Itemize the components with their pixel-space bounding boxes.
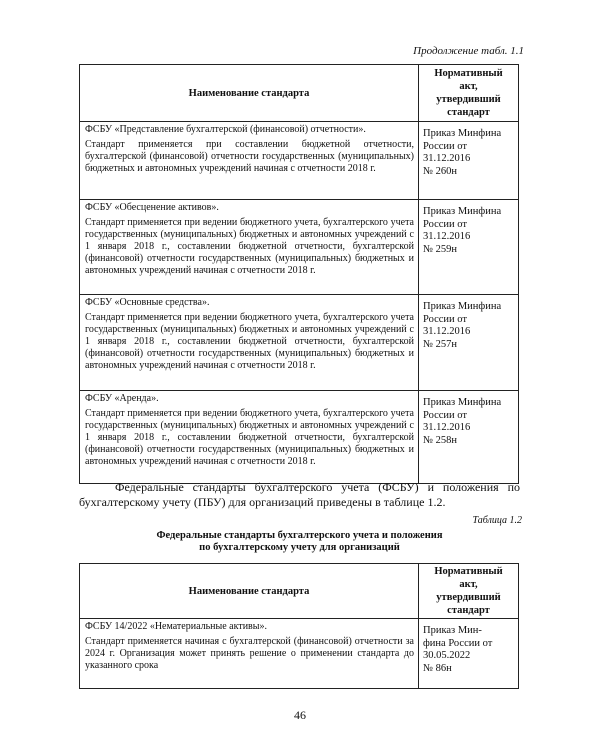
standard-text: Стандарт применяется при ведении бюджетного учета, бухгалтерского учета государственных (муниципальных) бюджетных и автономных учреждений с 1 января 2018 г., составлении бюджетной отчетности, бухгалтерской (финансовой) отчетности государственных (муниципальных) бюджетных и автономных учреждений начиная с отчетности 2018 г. — [85, 312, 414, 372]
header-normative-act — [419, 564, 519, 619]
table-row — [80, 619, 519, 689]
header-act-line: акт, — [459, 81, 478, 92]
table-title-line: по бухгалтерскому учету для организаций — [199, 542, 400, 553]
standard-text: Стандарт применяется при составлении бюджетной отчетности, бухгалтерской (финансовой) отчетности государственных (муниципальных) бюджетных и автономных учреждений начиная с отчетности 2018 г. — [85, 139, 414, 175]
header-act-line: утвердивший — [436, 94, 501, 105]
act-line: Приказ Минфина — [423, 128, 502, 139]
normative-act — [419, 200, 519, 295]
act-line: 31.12.2016 — [423, 422, 471, 433]
act-line: № 259н — [423, 243, 458, 255]
act-line: Приказ Минфина — [423, 397, 502, 408]
standard-description — [80, 295, 419, 391]
table-row — [80, 122, 519, 200]
header-act-line: стандарт — [447, 605, 490, 616]
table-header-row — [80, 65, 519, 122]
normative-act — [419, 122, 519, 200]
act-line: № 260н — [423, 165, 458, 177]
standard-title: ФСБУ «Обесценение активов». — [85, 202, 219, 213]
act-line: 30.05.2022 — [423, 650, 471, 661]
table-row — [80, 200, 519, 295]
act-line: № 86н — [423, 662, 452, 674]
act-line: № 258н — [423, 434, 458, 446]
header-act-line: стандарт — [447, 107, 490, 118]
standard-title: ФСБУ 14/2022 «Нематериальные активы». — [85, 621, 267, 632]
standard-description — [80, 391, 419, 484]
standard-text: Стандарт применяется при ведении бюджетного учета, бухгалтерского учета государственных (муниципальных) бюджетных и автономных учреждений с 1 января 2018 г., составлении бюджетной отчетности, бухгалтерской (финансовой) отчетности государственных (муниципальных) бюджетных и автономных учреждений начиная с отчетности 2018 г. — [85, 408, 414, 468]
act-line: России от — [423, 218, 467, 230]
standards-table-1-1 — [79, 64, 519, 484]
standard-description — [80, 619, 419, 689]
act-line: фина России от — [423, 637, 493, 649]
act-line: России от — [423, 313, 467, 325]
table-row — [80, 295, 519, 391]
normative-act — [419, 295, 519, 391]
act-line: 31.12.2016 — [423, 326, 471, 337]
act-line: России от — [423, 140, 467, 152]
standard-description — [80, 200, 419, 295]
header-normative-act — [419, 65, 519, 122]
standard-text: Стандарт применяется при ведении бюджетного учета, бухгалтерского учета государственных (муниципальных) бюджетных и автономных учреждений с 1 января 2018 г., составлении бюджетной отчетности, бухгалтерской (финансовой) отчетности государственных (муниципальных) бюджетных и автономных учреждений начиная с отчетности 2018 г. — [85, 217, 414, 277]
body-paragraph: Федеральные стандарты бухгалтерского учета (ФСБУ) и положения по бухгалтерскому учету (ПБУ) для организаций приведены в таблице 1.2. — [79, 480, 520, 509]
act-line: Приказ Минфина — [423, 206, 502, 217]
table-row — [80, 391, 519, 484]
standard-title: ФСБУ «Аренда». — [85, 393, 159, 404]
act-line: 31.12.2016 — [423, 231, 471, 242]
header-act-line: Нормативный — [434, 566, 503, 577]
table-label: Таблица 1.2 — [472, 515, 522, 526]
act-line: России от — [423, 409, 467, 421]
table-title-line: Федеральные стандарты бухгалтерского учета и положения — [156, 530, 443, 541]
standard-description — [80, 122, 419, 200]
normative-act — [419, 619, 519, 689]
header-act-line: акт, — [459, 579, 478, 590]
header-act-line: утвердивший — [436, 592, 501, 603]
standard-title: ФСБУ «Основные средства». — [85, 297, 210, 308]
table-header-row — [80, 564, 519, 619]
continuation-label: Продолжение табл. 1.1 — [413, 45, 524, 57]
act-line: Приказ Минфина — [423, 301, 502, 312]
act-line: № 257н — [423, 338, 458, 350]
header-standard-name: Наименование стандарта — [80, 564, 419, 619]
standard-title: ФСБУ «Представление бухгалтерской (финансовой) отчетности». — [85, 124, 366, 135]
standards-table-1-2 — [79, 563, 519, 689]
table-title — [79, 530, 520, 554]
header-act-line: Нормативный — [434, 68, 503, 79]
normative-act — [419, 391, 519, 484]
standard-text: Стандарт применяется начиная с бухгалтерской (финансовой) отчетности за 2024 г. Организация может принять решение о применении стандарта до указанного срока — [85, 636, 414, 672]
act-line: Приказ Мин- — [423, 625, 482, 636]
act-line: 31.12.2016 — [423, 153, 471, 164]
header-standard-name: Наименование стандарта — [80, 65, 419, 122]
page-number: 46 — [294, 708, 306, 722]
